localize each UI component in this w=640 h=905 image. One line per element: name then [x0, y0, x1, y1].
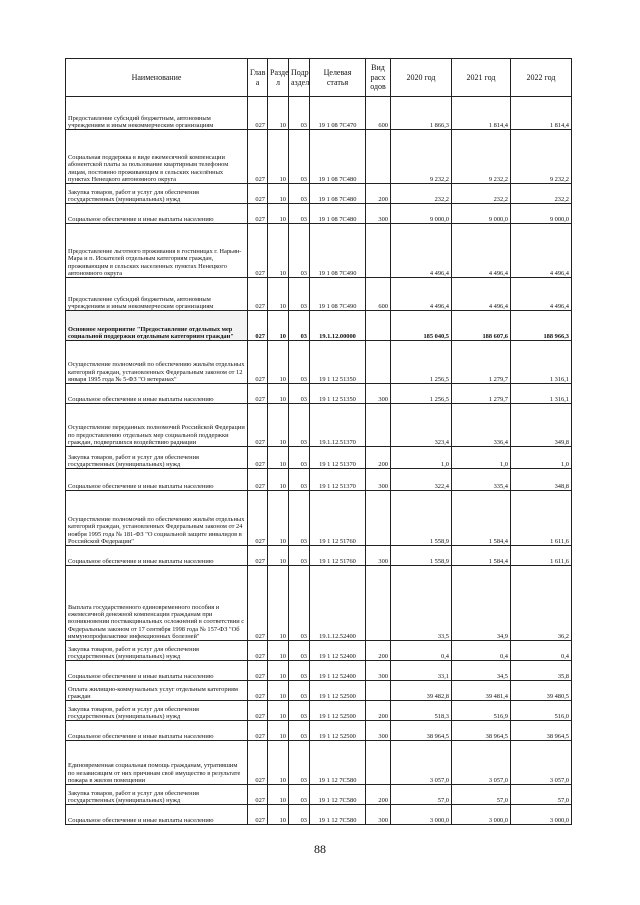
cell-target: 19 1 12 51350 — [310, 384, 366, 404]
cell-glava: 027 — [248, 404, 268, 447]
cell-2022: 4 496,4 — [511, 278, 572, 311]
table-row — [66, 566, 572, 641]
cell-2022: 39 480,5 — [511, 681, 572, 701]
cell-glava: 027 — [248, 341, 268, 384]
cell-glava: 027 — [248, 184, 268, 204]
cell-2020: 57,0 — [391, 785, 452, 805]
header-target: Целевая статья — [310, 59, 366, 97]
cell-razdel: 10 — [268, 97, 289, 130]
cell-exp-type — [366, 341, 391, 384]
table-row — [66, 491, 572, 546]
header-row — [66, 59, 572, 97]
cell-2020: 38 964,5 — [391, 721, 452, 741]
cell-name: Социальное обеспечение и иные выплаты населению — [66, 721, 248, 741]
cell-razdel: 10 — [268, 641, 289, 661]
cell-exp-type — [366, 404, 391, 447]
cell-podrazdel: 03 — [289, 805, 310, 825]
cell-glava: 027 — [248, 641, 268, 661]
cell-name: Предоставление субсидий бюджетным, автономным учреждениям и иным некоммерческим организациям — [66, 278, 248, 311]
cell-2020: 232,2 — [391, 184, 452, 204]
cell-2020: 322,4 — [391, 469, 452, 491]
cell-exp-type: 300 — [366, 204, 391, 224]
cell-exp-type: 300 — [366, 721, 391, 741]
cell-exp-type — [366, 566, 391, 641]
cell-2021: 38 964,5 — [452, 721, 511, 741]
cell-podrazdel: 03 — [289, 224, 310, 278]
cell-target: 19 1 12 52400 — [310, 661, 366, 681]
cell-razdel: 10 — [268, 311, 289, 341]
cell-2022: 1 814,4 — [511, 97, 572, 130]
header-2022: 2022 год — [511, 59, 572, 97]
table-row — [66, 447, 572, 469]
cell-2022: 0,4 — [511, 641, 572, 661]
table-row — [66, 641, 572, 661]
cell-glava: 027 — [248, 681, 268, 701]
cell-2022: 232,2 — [511, 184, 572, 204]
table-header — [66, 59, 572, 97]
header-podrazdel: Подр аздел — [289, 59, 310, 97]
cell-2021: 1,0 — [452, 447, 511, 469]
cell-razdel: 10 — [268, 447, 289, 469]
cell-name: Закупка товаров, работ и услуг для обеспечения государственных (муниципальных) нужд — [66, 701, 248, 721]
cell-2022: 36,2 — [511, 566, 572, 641]
cell-razdel: 10 — [268, 341, 289, 384]
cell-podrazdel: 03 — [289, 741, 310, 785]
cell-exp-type: 600 — [366, 278, 391, 311]
header-exp-type: Вид расх одов — [366, 59, 391, 97]
cell-2022: 1 611,6 — [511, 546, 572, 566]
header-2021: 2021 год — [452, 59, 511, 97]
cell-glava: 027 — [248, 701, 268, 721]
cell-podrazdel: 03 — [289, 97, 310, 130]
cell-2020: 39 482,8 — [391, 681, 452, 701]
cell-razdel: 10 — [268, 546, 289, 566]
cell-glava: 027 — [248, 130, 268, 184]
table-row — [66, 469, 572, 491]
cell-2020: 33,1 — [391, 661, 452, 681]
cell-target: 19 1 12 51350 — [310, 341, 366, 384]
cell-glava: 027 — [248, 491, 268, 546]
table-row — [66, 546, 572, 566]
cell-glava: 027 — [248, 204, 268, 224]
cell-target: 19 1 08 7С480 — [310, 184, 366, 204]
cell-2021: 1 584,4 — [452, 491, 511, 546]
cell-target: 19 1 12 7С580 — [310, 741, 366, 785]
table-row — [66, 661, 572, 681]
cell-exp-type: 200 — [366, 184, 391, 204]
cell-target: 19 1 08 7С480 — [310, 204, 366, 224]
cell-exp-type — [366, 130, 391, 184]
cell-2020: 3 000,0 — [391, 805, 452, 825]
cell-2021: 9 000,0 — [452, 204, 511, 224]
cell-exp-type: 200 — [366, 447, 391, 469]
cell-name: Предоставление субсидий бюджетным, автономным учреждениям и иным некоммерческим организациям — [66, 97, 248, 130]
cell-exp-type: 200 — [366, 701, 391, 721]
cell-2021: 9 232,2 — [452, 130, 511, 184]
cell-razdel: 10 — [268, 491, 289, 546]
cell-2021: 34,9 — [452, 566, 511, 641]
cell-2020: 518,3 — [391, 701, 452, 721]
cell-name: Социальное обеспечение и иные выплаты населению — [66, 661, 248, 681]
header-razdel: Разде л — [268, 59, 289, 97]
cell-name: Осуществление полномочий по обеспечению жильём отдельных категорий граждан, установленных Федеральным законом от 12 января 1995 года № 5-ФЗ "О ветеранах" — [66, 341, 248, 384]
cell-exp-type: 300 — [366, 805, 391, 825]
cell-2022: 3 000,0 — [511, 805, 572, 825]
cell-razdel: 10 — [268, 204, 289, 224]
cell-exp-type: 300 — [366, 661, 391, 681]
cell-name: Предоставление льготного проживания в гостиницах г. Нарьян-Мара и п. Искателей отдельным категориям граждан, проживающим в сельских населенных пунктах Ненецкого автономного округа — [66, 224, 248, 278]
cell-2021: 4 496,4 — [452, 278, 511, 311]
cell-2022: 38 964,5 — [511, 721, 572, 741]
cell-razdel: 10 — [268, 701, 289, 721]
cell-2020: 4 496,4 — [391, 224, 452, 278]
cell-name: Основное мероприятие "Предоставление отдельных мер социальной поддержки отдельным категориям граждан" — [66, 311, 248, 341]
cell-2022: 188 966,3 — [511, 311, 572, 341]
cell-2022: 4 496,4 — [511, 224, 572, 278]
cell-razdel: 10 — [268, 741, 289, 785]
cell-name: Закупка товаров, работ и услуг для обеспечения государственных (муниципальных) нужд — [66, 447, 248, 469]
cell-2021: 188 607,6 — [452, 311, 511, 341]
cell-podrazdel: 03 — [289, 278, 310, 311]
cell-2020: 9 000,0 — [391, 204, 452, 224]
cell-2021: 232,2 — [452, 184, 511, 204]
cell-razdel: 10 — [268, 384, 289, 404]
cell-2020: 33,5 — [391, 566, 452, 641]
cell-razdel: 10 — [268, 681, 289, 701]
cell-glava: 027 — [248, 785, 268, 805]
cell-exp-type — [366, 491, 391, 546]
cell-target: 19 1 08 7С490 — [310, 224, 366, 278]
table-row — [66, 224, 572, 278]
cell-2020: 1 558,9 — [391, 491, 452, 546]
table-row — [66, 97, 572, 130]
cell-glava: 027 — [248, 566, 268, 641]
page-number: 88 — [314, 842, 326, 856]
cell-podrazdel: 03 — [289, 447, 310, 469]
cell-razdel: 10 — [268, 404, 289, 447]
cell-podrazdel: 03 — [289, 184, 310, 204]
cell-podrazdel: 03 — [289, 384, 310, 404]
table-row — [66, 404, 572, 447]
cell-exp-type — [366, 224, 391, 278]
cell-podrazdel: 03 — [289, 404, 310, 447]
cell-2022: 516,0 — [511, 701, 572, 721]
cell-2022: 1 316,1 — [511, 341, 572, 384]
cell-podrazdel: 03 — [289, 681, 310, 701]
cell-2020: 323,4 — [391, 404, 452, 447]
cell-target: 19 1 08 7С490 — [310, 278, 366, 311]
cell-podrazdel: 03 — [289, 469, 310, 491]
header-2020: 2020 год — [391, 59, 452, 97]
cell-name: Единовременная социальная помощь гражданам, утратившим по независящим от них причинам своё имущество в результате пожара в жилом помещении — [66, 741, 248, 785]
cell-glava: 027 — [248, 311, 268, 341]
cell-target: 19 1 12 51370 — [310, 447, 366, 469]
table-row — [66, 741, 572, 785]
cell-2022: 1,0 — [511, 447, 572, 469]
cell-podrazdel: 03 — [289, 341, 310, 384]
table-row — [66, 681, 572, 701]
cell-2020: 1 866,3 — [391, 97, 452, 130]
cell-2021: 1 814,4 — [452, 97, 511, 130]
cell-2021: 0,4 — [452, 641, 511, 661]
cell-2021: 57,0 — [452, 785, 511, 805]
cell-name: Социальное обеспечение и иные выплаты населению — [66, 805, 248, 825]
cell-2020: 0,4 — [391, 641, 452, 661]
cell-2021: 336,4 — [452, 404, 511, 447]
cell-glava: 027 — [248, 661, 268, 681]
cell-2022: 35,8 — [511, 661, 572, 681]
cell-exp-type: 300 — [366, 546, 391, 566]
cell-2022: 1 316,1 — [511, 384, 572, 404]
cell-target: 19 1 12 51370 — [310, 469, 366, 491]
cell-2022: 348,8 — [511, 469, 572, 491]
cell-razdel: 10 — [268, 661, 289, 681]
table-row — [66, 341, 572, 384]
cell-2021: 3 000,0 — [452, 805, 511, 825]
cell-razdel: 10 — [268, 805, 289, 825]
cell-2020: 9 232,2 — [391, 130, 452, 184]
budget-table — [65, 58, 572, 825]
cell-podrazdel: 03 — [289, 785, 310, 805]
cell-2020: 1 558,9 — [391, 546, 452, 566]
cell-podrazdel: 03 — [289, 546, 310, 566]
cell-name: Социальное обеспечение и иные выплаты населению — [66, 204, 248, 224]
cell-target: 19 1 08 7С480 — [310, 130, 366, 184]
cell-2020: 4 496,4 — [391, 278, 452, 311]
cell-podrazdel: 03 — [289, 491, 310, 546]
cell-glava: 027 — [248, 447, 268, 469]
cell-exp-type: 600 — [366, 97, 391, 130]
cell-razdel: 10 — [268, 566, 289, 641]
cell-target: 19 1 12 52500 — [310, 681, 366, 701]
cell-2021: 335,4 — [452, 469, 511, 491]
cell-exp-type: 300 — [366, 384, 391, 404]
cell-target: 19 1 12 52500 — [310, 701, 366, 721]
table-row — [66, 701, 572, 721]
cell-razdel: 10 — [268, 469, 289, 491]
cell-glava: 027 — [248, 278, 268, 311]
header-glava: Глав а — [248, 59, 268, 97]
cell-name: Осуществление переданных полномочий Российской Федерации по предоставлению отдельных мер социальной поддержки граждан, подвергшихся воздействию радиации — [66, 404, 248, 447]
cell-2021: 516,9 — [452, 701, 511, 721]
cell-2022: 349,8 — [511, 404, 572, 447]
cell-2020: 1 256,5 — [391, 341, 452, 384]
table-body — [66, 97, 572, 825]
cell-podrazdel: 03 — [289, 641, 310, 661]
cell-glava: 027 — [248, 721, 268, 741]
cell-target: 19 1 12 51760 — [310, 491, 366, 546]
cell-2021: 4 496,4 — [452, 224, 511, 278]
cell-name: Закупка товаров, работ и услуг для обеспечения государственных (муниципальных) нужд — [66, 184, 248, 204]
cell-exp-type: 200 — [366, 785, 391, 805]
table-row — [66, 311, 572, 341]
cell-razdel: 10 — [268, 130, 289, 184]
cell-razdel: 10 — [268, 721, 289, 741]
cell-target: 19 1 12 52500 — [310, 721, 366, 741]
cell-exp-type — [366, 741, 391, 785]
cell-name: Оплата жилищно-коммунальных услуг отдельным категориям граждан — [66, 681, 248, 701]
cell-glava: 027 — [248, 224, 268, 278]
cell-exp-type: 300 — [366, 469, 391, 491]
cell-glava: 027 — [248, 97, 268, 130]
cell-2021: 3 057,0 — [452, 741, 511, 785]
cell-2022: 57,0 — [511, 785, 572, 805]
cell-podrazdel: 03 — [289, 566, 310, 641]
cell-podrazdel: 03 — [289, 311, 310, 341]
cell-glava: 027 — [248, 546, 268, 566]
cell-2022: 9 232,2 — [511, 130, 572, 184]
cell-exp-type — [366, 311, 391, 341]
table-row — [66, 204, 572, 224]
cell-podrazdel: 03 — [289, 661, 310, 681]
cell-razdel: 10 — [268, 278, 289, 311]
cell-razdel: 10 — [268, 184, 289, 204]
cell-target: 19.1.12.52400 — [310, 566, 366, 641]
cell-name: Осуществление полномочий по обеспечению жильём отдельных категорий граждан, установленных Федеральным законом от 24 ноября 1995 года № 181-ФЗ "О социальной защите инвалидов в Российской Федерации" — [66, 491, 248, 546]
cell-2020: 185 040,5 — [391, 311, 452, 341]
cell-podrazdel: 03 — [289, 701, 310, 721]
cell-glava: 027 — [248, 469, 268, 491]
cell-glava: 027 — [248, 741, 268, 785]
table-row — [66, 130, 572, 184]
cell-target: 19 1 12 7С580 — [310, 785, 366, 805]
cell-name: Закупка товаров, работ и услуг для обеспечения государственных (муниципальных) нужд — [66, 641, 248, 661]
cell-2022: 9 000,0 — [511, 204, 572, 224]
table-row — [66, 184, 572, 204]
cell-name: Социальное обеспечение и иные выплаты населению — [66, 469, 248, 491]
cell-name: Выплата государственного единовременного пособия и ежемесячной денежной компенсации гражданам при возникновении поствакцинальных осложнений в соответствии с Федеральным законом от 17 сентября 1998 года № 157-ФЗ "Об иммунопрофилактике инфекционных болезней" — [66, 566, 248, 641]
cell-2021: 34,5 — [452, 661, 511, 681]
cell-2020: 1 256,5 — [391, 384, 452, 404]
cell-2021: 1 279,7 — [452, 384, 511, 404]
table-row — [66, 384, 572, 404]
cell-target: 19 1 12 7С580 — [310, 805, 366, 825]
cell-razdel: 10 — [268, 224, 289, 278]
cell-2020: 1,0 — [391, 447, 452, 469]
cell-target: 19 1 12 52400 — [310, 641, 366, 661]
cell-razdel: 10 — [268, 785, 289, 805]
table-row — [66, 721, 572, 741]
cell-glava: 027 — [248, 384, 268, 404]
cell-2021: 1 584,4 — [452, 546, 511, 566]
cell-exp-type — [366, 681, 391, 701]
table-row — [66, 805, 572, 825]
cell-target: 19 1 08 7С470 — [310, 97, 366, 130]
cell-2022: 1 611,6 — [511, 491, 572, 546]
header-name: Наименование — [66, 59, 248, 97]
cell-exp-type: 200 — [366, 641, 391, 661]
cell-name: Социальная поддержка в виде ежемесячной компенсации абонентской платы за пользование квартирным телефоном лицам, постоянно проживающим в сельских населённых пунктах Ненецкого автономного округа — [66, 130, 248, 184]
table-row — [66, 785, 572, 805]
cell-name: Социальное обеспечение и иные выплаты населению — [66, 384, 248, 404]
cell-podrazdel: 03 — [289, 204, 310, 224]
table-row — [66, 278, 572, 311]
cell-name: Закупка товаров, работ и услуг для обеспечения государственных (муниципальных) нужд — [66, 785, 248, 805]
cell-podrazdel: 03 — [289, 130, 310, 184]
cell-glava: 027 — [248, 805, 268, 825]
cell-target: 19.1.12.51370 — [310, 404, 366, 447]
cell-target: 19.1.12.00000 — [310, 311, 366, 341]
cell-target: 19 1 12 51760 — [310, 546, 366, 566]
cell-2021: 1 279,7 — [452, 341, 511, 384]
cell-2020: 3 057,0 — [391, 741, 452, 785]
cell-2021: 39 481,4 — [452, 681, 511, 701]
cell-2022: 3 057,0 — [511, 741, 572, 785]
cell-name: Социальное обеспечение и иные выплаты населению — [66, 546, 248, 566]
cell-podrazdel: 03 — [289, 721, 310, 741]
